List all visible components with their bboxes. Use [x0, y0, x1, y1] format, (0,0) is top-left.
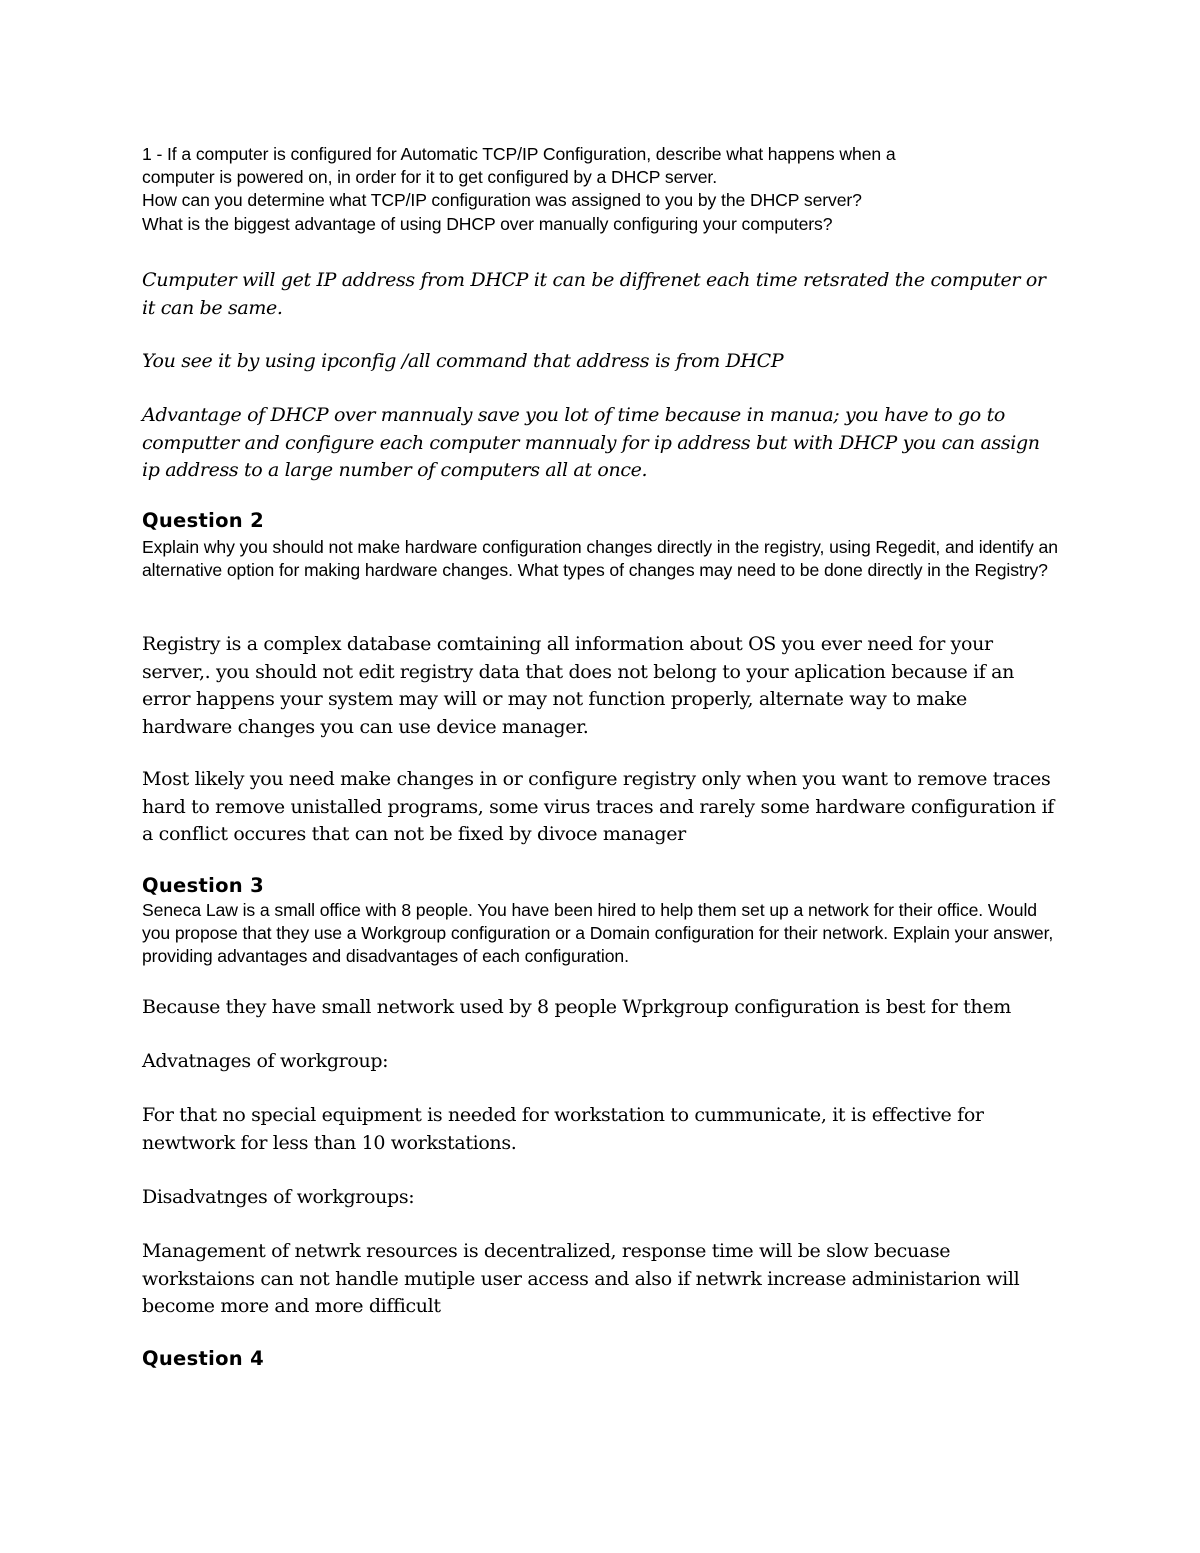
question-3-heading: Question 3: [142, 874, 264, 897]
question-3-advantages-text: For that no special equipment is needed for workstation to cummunicate, it is effective for newtwork for less than 10 workstations.: [142, 1104, 984, 1154]
question-1-answer-ip: Cumputer will get IP address from DHCP it can be diffrenet each time retsrated the computer or it can be same.: [142, 269, 1046, 319]
question-1-answer-advantage: Advantage of DHCP over mannualy save you lot of time because in manua; you have to go to computter and configure each computer mannualy for ip address but with DHCP you can assign ip address to a large number of computers all at once.: [142, 404, 1040, 481]
question-1-line: computer is powered on, in order for it to get configured by a DHCP server.: [142, 167, 718, 188]
question-2-heading: Question 2: [142, 509, 264, 532]
question-3-answer-choice: Because they have small network used by 8 people Wprkgroup configuration is best for them: [142, 996, 1011, 1018]
question-2-answer-changes: Most likely you need make changes in or configure registry only when you want to remove traces hard to remove unistalled programs, some virus traces and rarely some hardware configuration if a conflict occures that can not be fixed by divoce manager: [142, 768, 1054, 845]
question-4-heading: Question 4: [142, 1347, 264, 1370]
question-2-prompt: Explain why you should not make hardware configuration changes directly in the registry, using Regedit, and identify an alternative option for making hardware changes. What types of changes may need to be done directly in the Registry?: [142, 537, 1058, 581]
question-3-disadvantages-label: Disadvatnges of workgroups:: [142, 1186, 415, 1208]
question-1-line: What is the biggest advantage of using DHCP over manually configuring your computers?: [142, 213, 833, 234]
question-1-prompt: [142, 143, 1062, 236]
question-1-line: How can you determine what TCP/IP configuration was assigned to you by the DHCP server?: [142, 190, 862, 211]
question-1-line: 1 - If a computer is configured for Automatic TCP/IP Configuration, describe what happens when a: [142, 144, 896, 164]
question-2-answer-registry: Registry is a complex database comtaining all information about OS you ever need for your server,. you should not edit registry data that does not belong to your aplication because if an error happens your system may will or may not function properly, alternate way to make hardware changes you can use device manager.: [142, 633, 1015, 738]
question-3-disadvantages-text: Management of netwrk resources is decentralized, response time will be slow becuase workstaions can not handle mutiple user access and also if netwrk increase administarion will become more and more difficult: [142, 1240, 1020, 1317]
question-3-prompt: Seneca Law is a small office with 8 people. You have been hired to help them set up a network for their office. Would you propose that they use a Workgroup configuration or a Domain configuration for their network. Explain your answer, providing advantages and disadvantages of each configuration.: [142, 900, 1054, 967]
question-1-answer-ipconfig: You see it by using ipconfig /all command that address is from DHCP: [142, 350, 784, 372]
question-3-advantages-label: Advatnages of workgroup:: [142, 1050, 389, 1072]
